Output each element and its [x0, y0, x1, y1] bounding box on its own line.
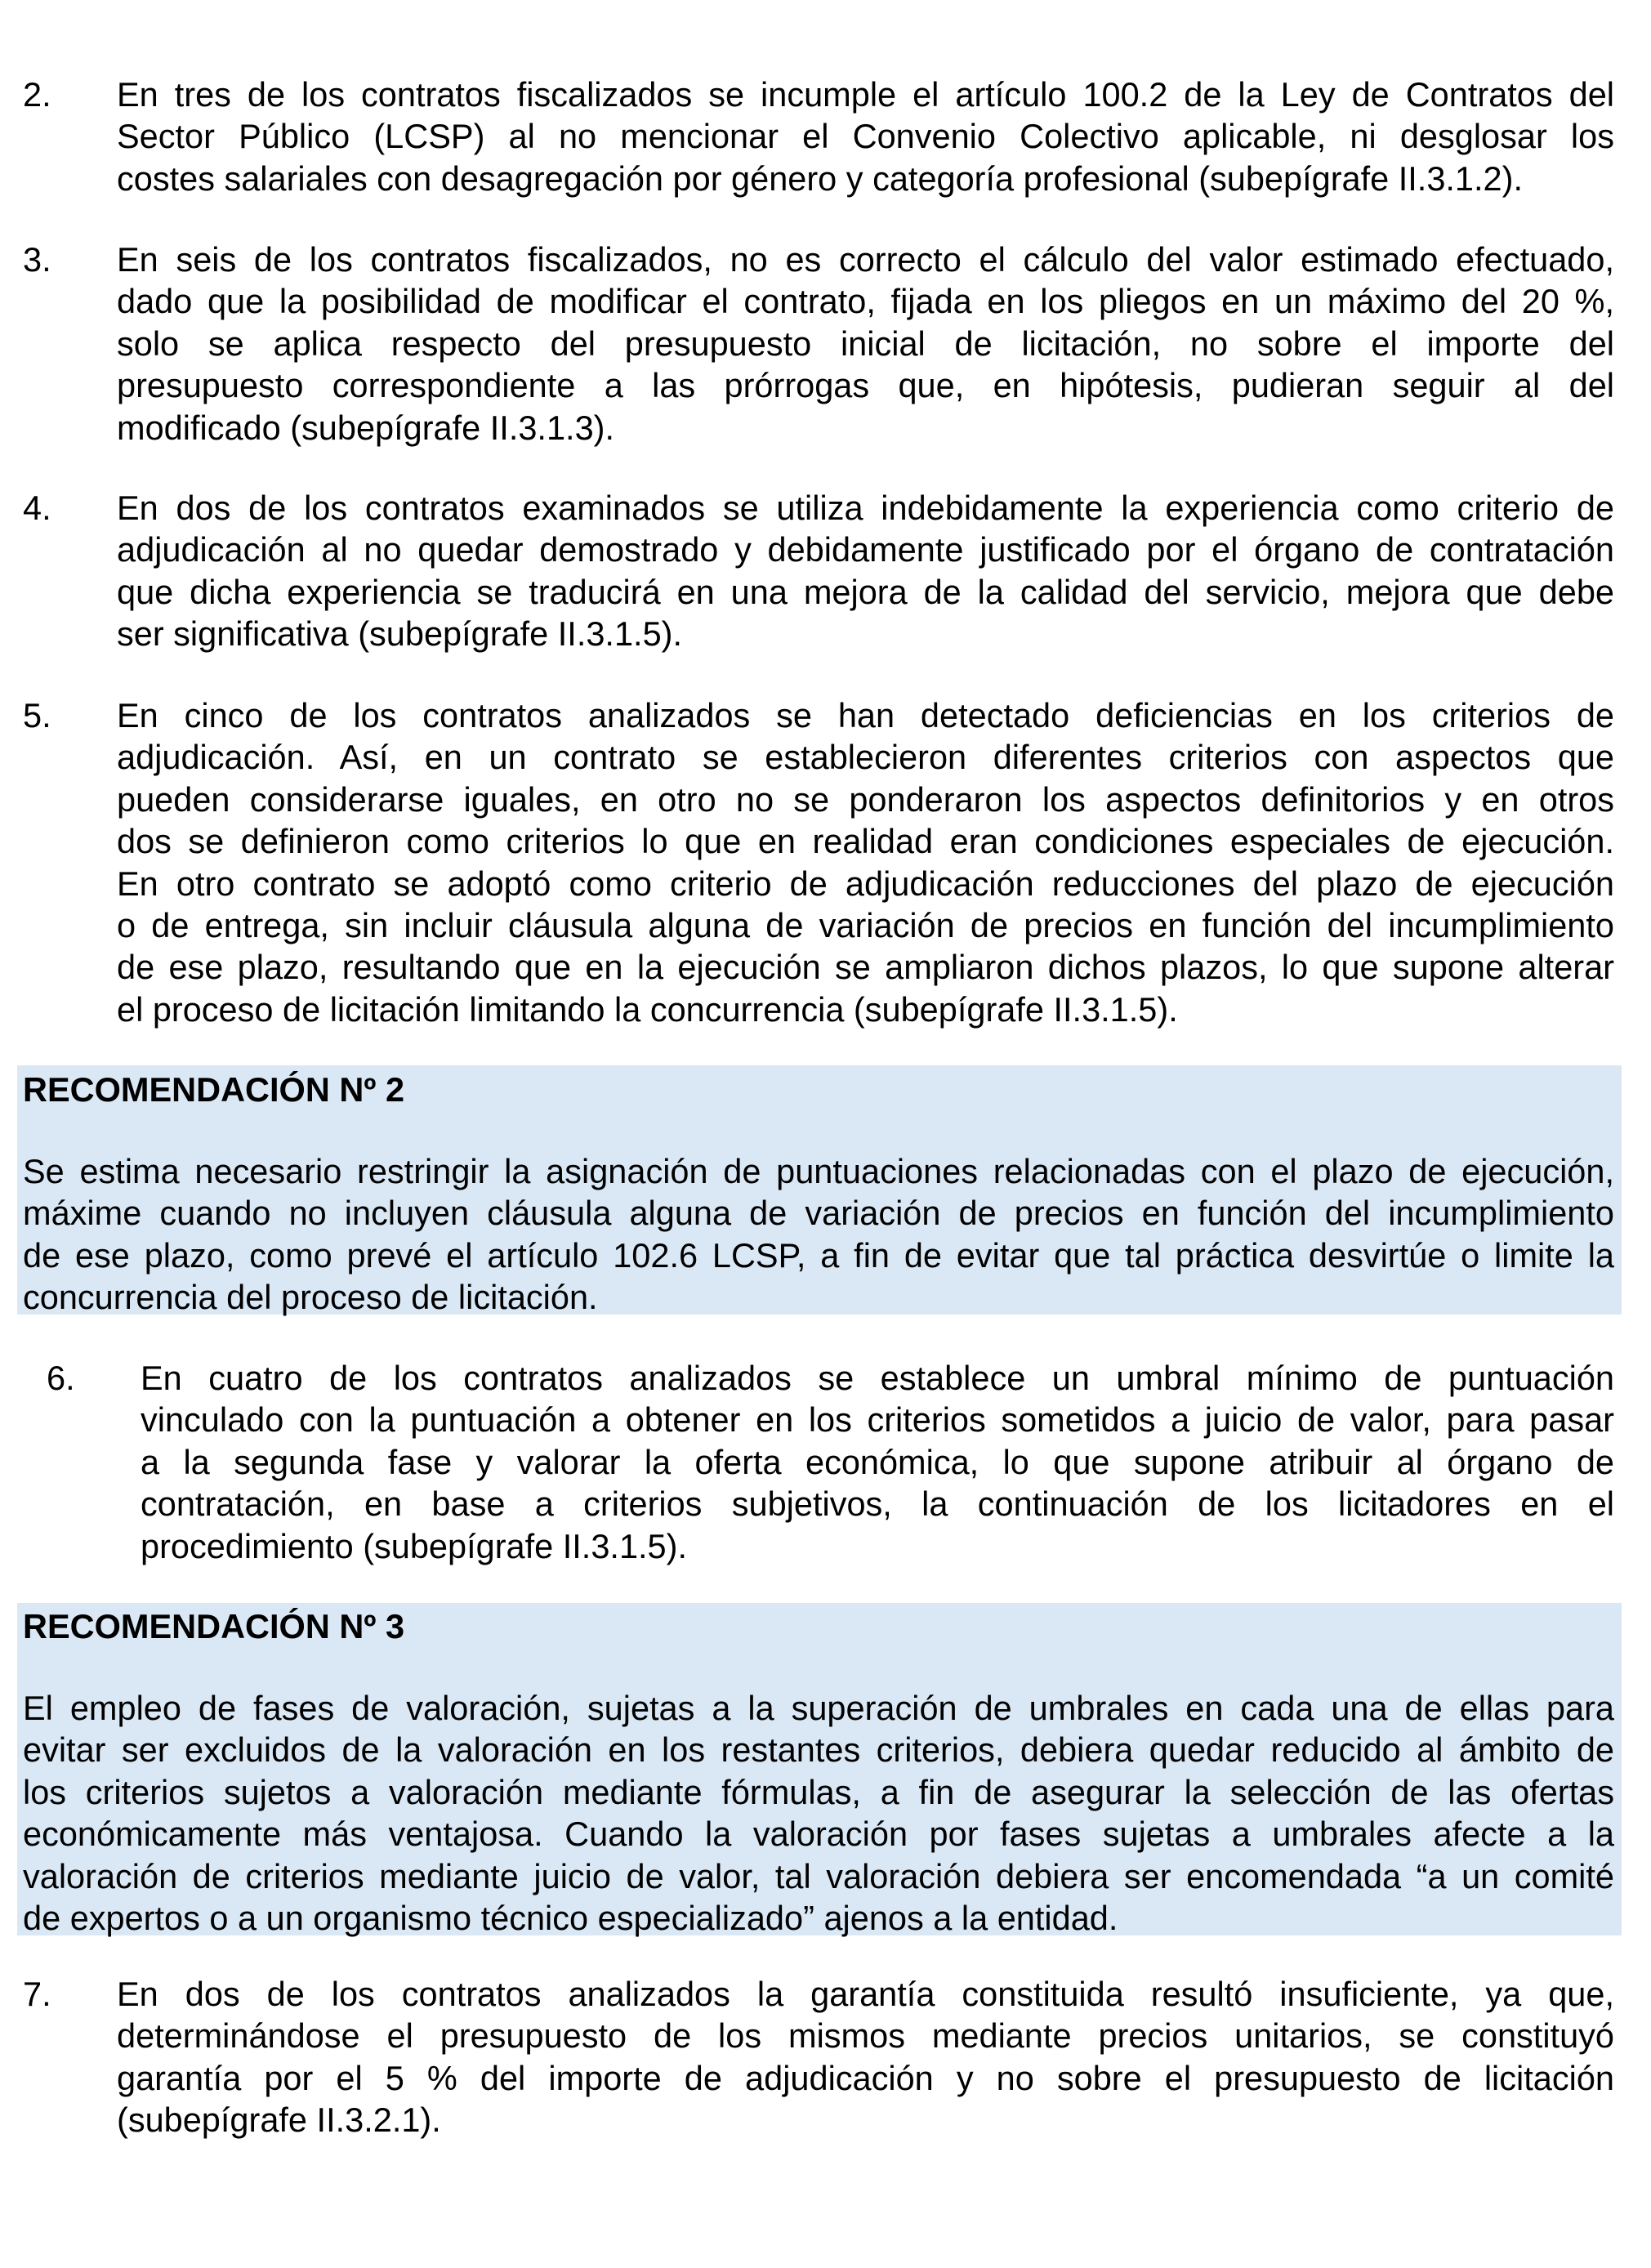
- finding-paragraph-2: [117, 74, 1614, 199]
- recommendation-box-2: [17, 1065, 1622, 1315]
- paragraph-line: En otro contrato se adoptó como criterio de adjudicación reducciones del plazo de ejecución: [117, 864, 1614, 903]
- paragraph-line: a la segunda fase y valorar la oferta económica, lo que supone atribuir al órgano de: [141, 1442, 1614, 1481]
- paragraph-line: pueden considerarse iguales, en otro no se ponderaron los aspectos definitorios y en otros: [117, 779, 1614, 819]
- paragraph-line: solo se aplica respecto del presupuesto inicial de licitación, no sobre el importe del: [117, 324, 1614, 363]
- paragraph-line: dos se definieron como criterios lo que en realidad eran condiciones especiales de ejecución.: [117, 822, 1614, 861]
- recommendation-heading: RECOMENDACIÓN Nº 3: [23, 1607, 405, 1645]
- item-number: 3.: [23, 240, 51, 279]
- paragraph-line: de expertos o a un organismo técnico especializado” ajenos a la entidad.: [23, 1898, 1118, 1937]
- paragraph-line: procedimiento (subepígrafe II.3.1.5).: [141, 1526, 687, 1565]
- finding-paragraph-4: [117, 487, 1614, 655]
- paragraph-line: determinándose el presupuesto de los mismos mediante precios unitarios, se constituyó: [117, 2016, 1614, 2056]
- paragraph-line: que dicha experiencia se traducirá en una mejora de la calidad del servicio, mejora que debe: [117, 572, 1614, 611]
- paragraph-line: garantía por el 5 % del importe de adjudicación y no sobre el presupuesto de licitación: [117, 2058, 1614, 2097]
- recommendation-heading: RECOMENDACIÓN Nº 2: [23, 1070, 405, 1109]
- paragraph-line: En dos de los contratos analizados la garantía constituida resultó insuficiente, ya que,: [117, 1975, 1614, 2013]
- paragraph-line: dado que la posibilidad de modificar el contrato, fijada en los pliegos en un máximo del 20 %,: [117, 282, 1614, 321]
- paragraph-line: o de entrega, sin incluir cláusula alguna de variación de precios en función del incumplimiento: [117, 905, 1614, 944]
- paragraph-line: En cuatro de los contratos analizados se establece un umbral mínimo de puntuación: [141, 1359, 1614, 1397]
- paragraph-line: adjudicación al no quedar demostrado y debidamente justificado por el órgano de contratación: [117, 530, 1614, 569]
- paragraph-line: concurrencia del proceso de licitación.: [23, 1278, 598, 1317]
- paragraph-line: Sector Público (LCSP) al no mencionar el Convenio Colectivo aplicable, ni desglosar los: [117, 117, 1614, 156]
- finding-paragraph-7: [117, 1973, 1614, 2141]
- paragraph-line: los criterios sujetos a valoración mediante fórmulas, a fin de asegurar la selección de las ofertas: [23, 1772, 1614, 1811]
- finding-paragraph-3: [117, 239, 1614, 449]
- finding-paragraph-5: [117, 694, 1614, 1030]
- paragraph-line: evitar ser excluidos de la valoración en los restantes criterios, debiera quedar reducido al ámbito de: [23, 1730, 1614, 1770]
- item-number: 6.: [47, 1359, 75, 1397]
- item-number: 5.: [23, 696, 51, 734]
- paragraph-line: ser significativa (subepígrafe II.3.1.5).: [117, 614, 683, 654]
- paragraph-line: vinculado con la puntuación a obtener en los criterios sometidos a juicio de valor, para pasar: [141, 1400, 1614, 1440]
- paragraph-line: económicamente más ventajosa. Cuando la valoración por fases sujetas a umbrales afecte a la: [23, 1815, 1614, 1854]
- paragraph-line: En seis de los contratos fiscalizados, no es correcto el cálculo del valor estimado efectuado,: [117, 240, 1614, 279]
- finding-paragraph-6: [141, 1357, 1614, 1567]
- paragraph-line: de ese plazo, como prevé el artículo 102.6 LCSP, a fin de evitar que tal práctica desvirtúe o limite la: [23, 1235, 1614, 1275]
- paragraph-line: En dos de los contratos examinados se utiliza indebidamente la experiencia como criterio de: [117, 489, 1614, 527]
- paragraph-line: costes salariales con desagregación por género y categoría profesional (subepígrafe II.3.1.2).: [117, 158, 1523, 198]
- paragraph-line: modificado (subepígrafe II.3.1.3).: [117, 408, 615, 447]
- recommendation-body: [23, 1687, 1614, 1939]
- paragraph-line: de ese plazo, resultando que en la ejecución se ampliaron dichos plazos, lo que supone alterar: [117, 948, 1614, 987]
- paragraph-line: El empleo de fases de valoración, sujetas a la superación de umbrales en cada una de ellas para: [23, 1689, 1614, 1727]
- paragraph-line: Se estima necesario restringir la asignación de puntuaciones relacionadas con el plazo de ejecución,: [23, 1152, 1614, 1190]
- paragraph-line: En tres de los contratos fiscalizados se incumple el artículo 100.2 de la Ley de Contratos del: [117, 75, 1614, 114]
- paragraph-line: En cinco de los contratos analizados se han detectado deficiencias en los criterios de: [117, 696, 1614, 734]
- paragraph-line: contratación, en base a criterios subjetivos, la continuación de los licitadores en el: [141, 1484, 1614, 1524]
- paragraph-line: valoración de criterios mediante juicio de valor, tal valoración debiera ser encomendada “a un comité: [23, 1856, 1614, 1895]
- paragraph-line: presupuesto correspondiente a las prórrogas que, en hipótesis, pudieran seguir al del: [117, 366, 1614, 405]
- item-number: 4.: [23, 489, 51, 527]
- recommendation-box-3: [17, 1603, 1622, 1935]
- item-number: 7.: [23, 1975, 51, 2013]
- paragraph-line: máxime cuando no incluyen cláusula alguna de variación de precios en función del incumplimiento: [23, 1194, 1614, 1233]
- item-number: 2.: [23, 75, 51, 114]
- paragraph-line: (subepígrafe II.3.2.1).: [117, 2101, 441, 2140]
- paragraph-line: adjudicación. Así, en un contrato se establecieron diferentes criterios con aspectos que: [117, 738, 1614, 777]
- paragraph-line: el proceso de licitación limitando la concurrencia (subepígrafe II.3.1.5).: [117, 989, 1178, 1029]
- recommendation-body: [23, 1150, 1614, 1319]
